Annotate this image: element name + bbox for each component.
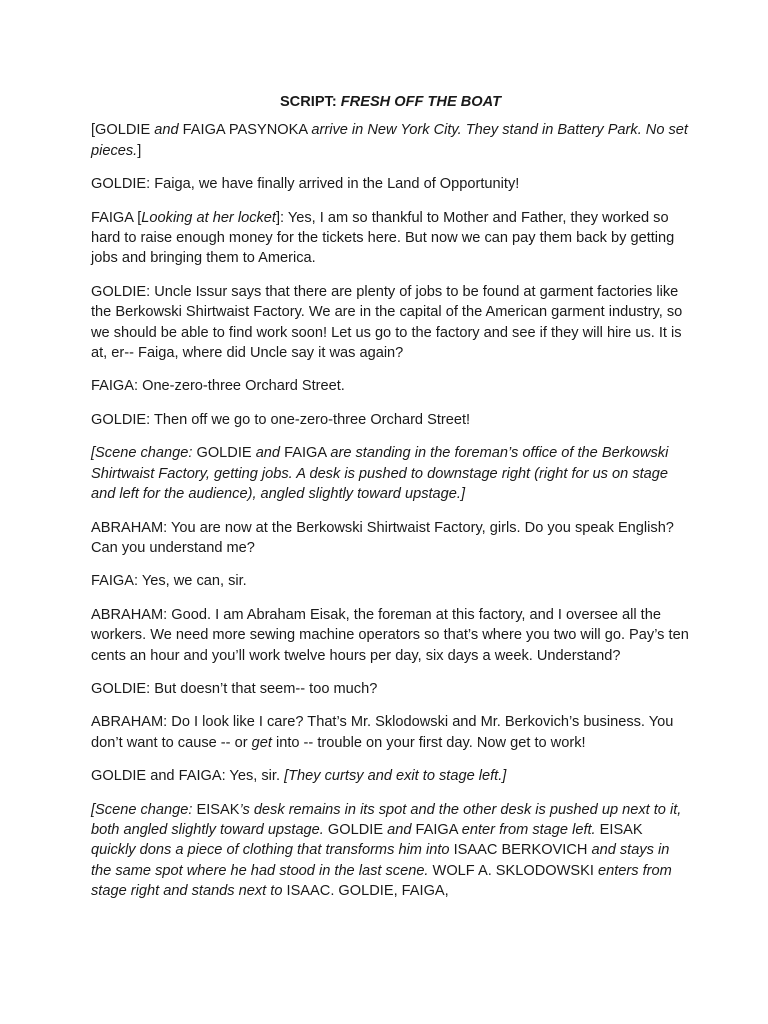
script-paragraph	[91, 120, 690, 161]
text-run: FAIGA: Yes, we can, sir.	[91, 573, 247, 590]
italic-text-run: [Scene change:	[91, 801, 197, 818]
text-run: ]	[137, 142, 142, 159]
text-run: ABRAHAM: Good. I am Abraham Eisak, the foreman at this factory, and I oversee all the workers. We need more sewing machine operators so that’s where you two will go. Pay’s ten cents an hour and you’ll work twelve hours per day, six days a week. Understand?	[91, 606, 689, 664]
text-run: ISAAC. GOLDIE, FAIGA,	[282, 883, 449, 900]
script-paragraph	[91, 376, 690, 396]
title-name: FRESH OFF THE BOAT	[340, 94, 502, 110]
italic-text-run: quickly dons a piece of clothing that transforms him into	[91, 842, 450, 859]
text-run: FAIGA: One-zero-three Orchard Street.	[91, 378, 345, 395]
italic-text-run: are standing in the foreman’s office of the Berkowski Shirtwaist Factory, getting jobs. A desk is pushed to downstage right (right for us on stage and left for the audience), angled slightly toward upstage.]	[91, 445, 669, 503]
text-run: EISAK	[196, 801, 240, 818]
italic-text-run: and	[255, 445, 281, 462]
text-run: GOLDIE	[196, 445, 256, 462]
text-run: GOLDIE: Uncle Issur says that there are plenty of jobs to be found at garment factories like the Berkowski Shirtwaist Factory. We are in the capital of the American garment industry, so we should be able to find work soon! Let us go to the factory and see if they will hire us. It is at, er-- Faiga, where did Uncle say it was again?	[91, 283, 683, 362]
text-run: GOLDIE and FAIGA: Yes, sir.	[91, 768, 285, 785]
script-paragraph	[91, 518, 690, 559]
italic-text-run: Looking at her locket	[141, 209, 276, 226]
script-paragraph	[91, 712, 690, 753]
italic-text-run: and stays in the same spot where he had stood in the last scene.	[91, 842, 670, 879]
text-run: ]: Yes, I am so thankful to Mother and Father, they worked so hard to raise enough money for the tickets here. But now we can pay them back by getting jobs and bringing them to America.	[91, 209, 675, 267]
script-paragraph	[91, 800, 690, 902]
italic-text-run: arrive in New York City. They stand in Battery Park. No set pieces.	[91, 122, 688, 159]
text-run: ISAAC BERKOVICH	[449, 842, 592, 859]
text-run: EISAK	[595, 821, 643, 838]
text-run: FAIGA	[280, 445, 331, 462]
script-paragraph	[91, 571, 690, 591]
italic-text-run: and	[154, 122, 179, 139]
script-paragraph	[91, 766, 690, 786]
italic-text-run: enters from stage right and stands next to	[91, 862, 672, 900]
script-paragraph	[91, 679, 690, 699]
italic-text-run: enter from stage left.	[461, 821, 596, 838]
script-paragraph	[91, 208, 690, 269]
text-run: [GOLDIE	[91, 122, 155, 139]
script-paragraph	[91, 605, 690, 666]
script-paragraph	[91, 282, 690, 364]
italic-text-run: [Scene change:	[91, 445, 197, 462]
italic-text-run: ’s desk remains in its spot and the other desk is pushed up next to it, both angled slightly toward upstage.	[91, 801, 682, 838]
text-run: GOLDIE: Faiga, we have finally arrived in the Land of Opportunity!	[91, 176, 520, 193]
script-paragraph	[91, 174, 690, 194]
text-run: WOLF A. SKLODOWSKI	[428, 862, 598, 879]
italic-text-run: [They curtsy and exit to stage left.]	[284, 768, 507, 785]
text-run: GOLDIE: Then off we go to one-zero-three Orchard Street!	[91, 411, 471, 428]
italic-text-run: and	[387, 821, 412, 838]
text-run: FAIGA [	[91, 209, 142, 226]
script-paragraph	[91, 410, 690, 430]
script-body	[91, 120, 690, 901]
script-title	[91, 92, 690, 112]
text-run: FAIGA PASYNOKA	[178, 122, 312, 139]
text-run: GOLDIE	[327, 821, 388, 838]
title-prefix: SCRIPT:	[279, 94, 341, 110]
text-run: FAIGA	[411, 821, 462, 838]
text-run: GOLDIE: But doesn’t that seem-- too much?	[91, 680, 378, 697]
italic-text-run: get	[251, 734, 272, 751]
script-paragraph	[91, 443, 690, 504]
text-run: ABRAHAM: Do I look like I care? That’s Mr. Sklodowski and Mr. Berkovich’s business. You don’t want to cause -- or	[91, 714, 674, 751]
text-run: ABRAHAM: You are now at the Berkowski Shirtwaist Factory, girls. Do you speak English? Can you understand me?	[91, 519, 674, 556]
text-run: into -- trouble on your first day. Now get to work!	[271, 734, 586, 751]
